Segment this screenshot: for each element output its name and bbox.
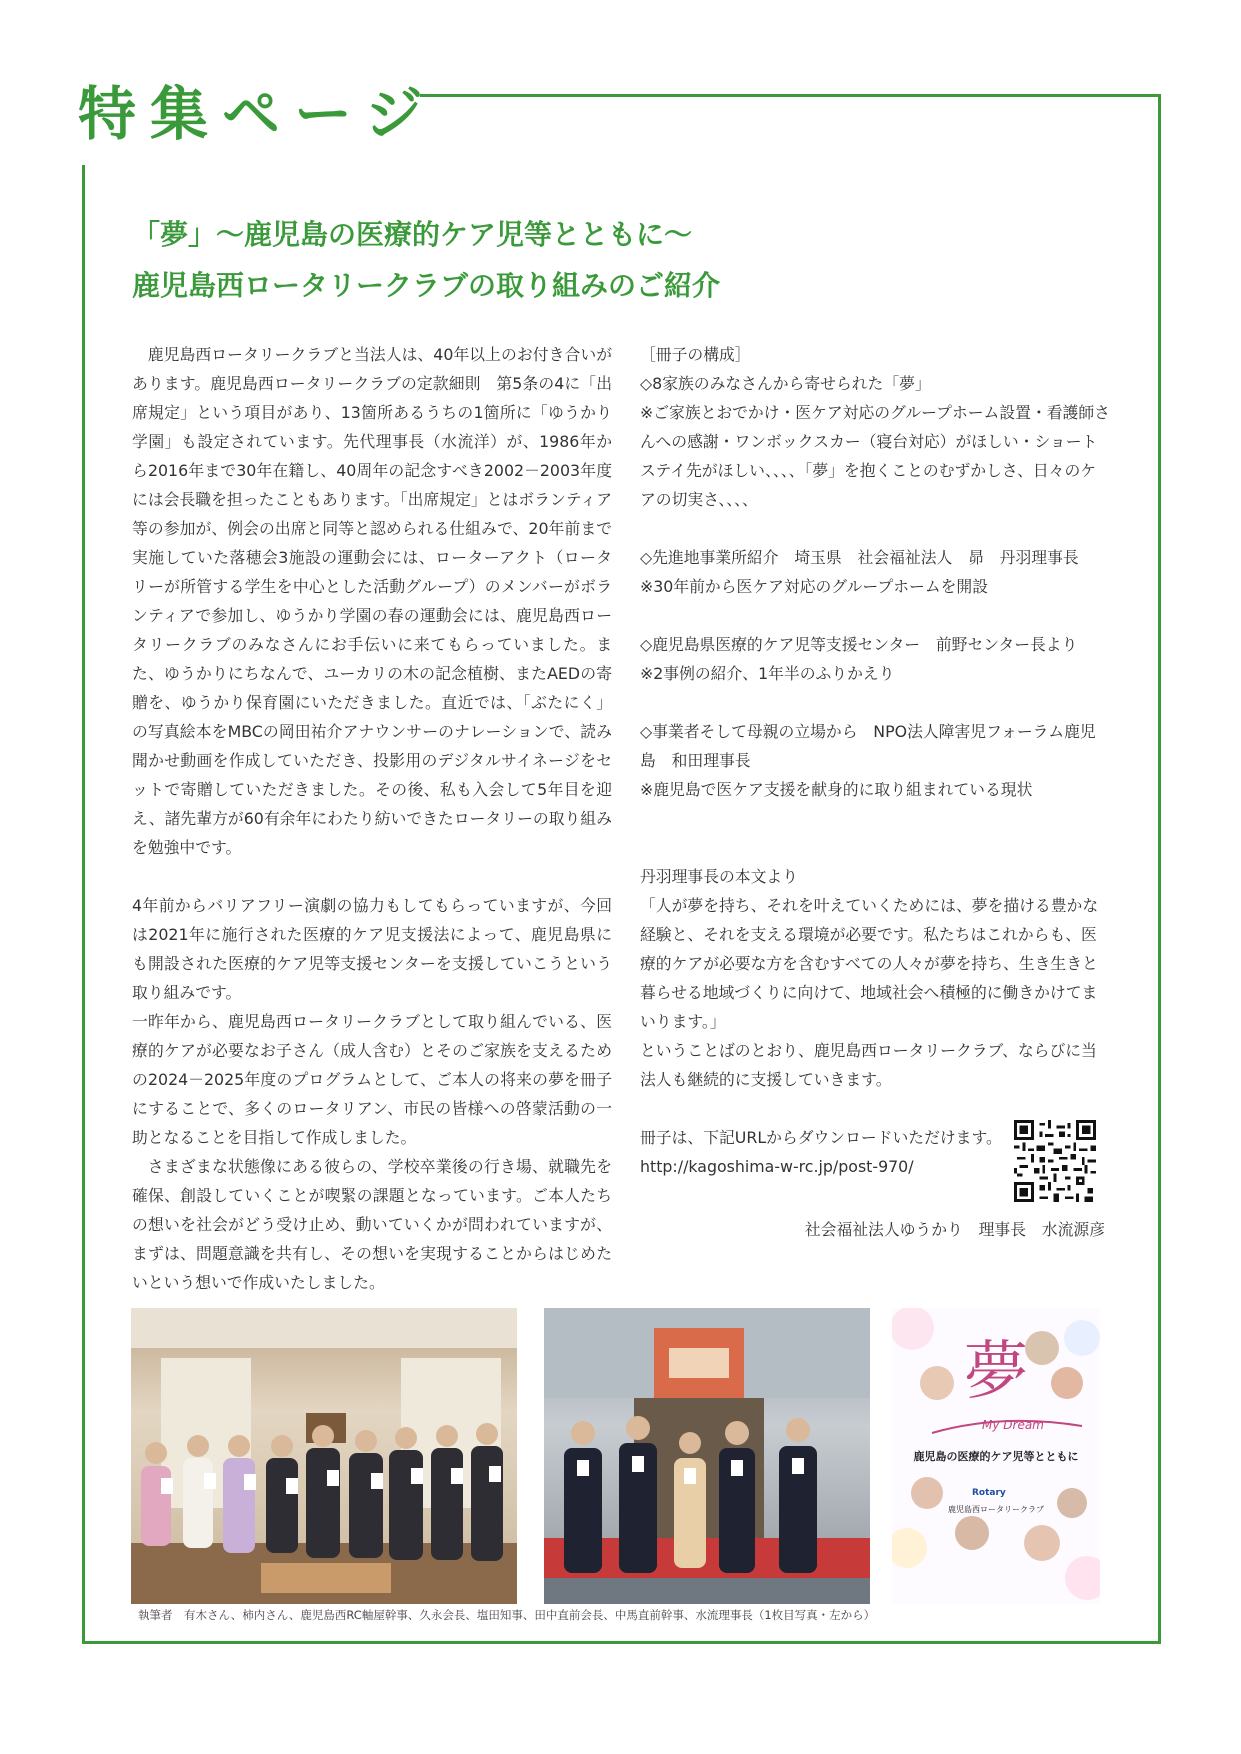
paragraph: 一昨年から、鹿児島西ロータリークラブとして取り組んでいる、医療的ケアが必要なお子さん（成人含む）とそのご家族を支えるための2024－2025年度のプログラムとして、ご本人の将来の夢を冊子にすることで、多くのロータリアン、市民の皆様への啓蒙活動の一助となることを目指して作成しました。 (132, 1012, 612, 1147)
structure-item-title: ◇事業者そして母親の立場から NPO法人障害児フォーラム鹿児島 和田理事長 (640, 722, 1096, 770)
qr-code-icon[interactable] (1014, 1120, 1096, 1202)
structure-item-note: ※2事例の紹介、1年半のふりかえり (640, 664, 895, 683)
download-text: 冊子は、下記URLからダウンロードいただけます。 (640, 1128, 1002, 1147)
article-heading-line2: 鹿児島西ロータリークラブの取り組みのご紹介 (132, 269, 721, 302)
frame-left-line (82, 165, 85, 1644)
booklet-cover-image (892, 1308, 1100, 1604)
structure-item-title: ◇鹿児島県医療的ケア児等支援センター 前野センター長より (640, 635, 1078, 654)
left-column (132, 340, 612, 1297)
quote-text: 「人が夢を持ち、それを叶えていくためには、夢を描ける豊かな経験と、それを支える環境が必要です。私たちはこれからも、医療的ケアが必要な方を含むすべての人々が夢を持ち、生き生きと暮らせる地域づくりに向けて、地域社会へ積極的に働きかけてまいります。」 (640, 896, 1099, 1031)
quote-intro: 丹羽理事長の本文より (640, 867, 798, 886)
signature: 社会福祉法人ゆうかり 理事長 水流源彦 (804, 1220, 1105, 1239)
booklet-club-name: 鹿児島西ロータリークラブ (948, 1505, 1044, 1514)
structure-item-note: ※30年前から医ケア対応のグループホームを開設 (640, 577, 989, 596)
article-heading-line1: 「夢」～鹿児島の医療的ケア児等とともに～ (132, 218, 693, 251)
group-photo-station (544, 1308, 870, 1604)
paragraph: さまざまな状態像にある彼らの、学校卒業後の行き場、就職先を確保、創設していくことが喫緊の課題となっています。ご本人たちの想いを社会がどう受け止め、動いていくかが問われていますが、まずは、問題意識を共有し、その想いを実現することからはじめたいという想いで作成いたしました。 (132, 1157, 612, 1292)
structure-item-title: ◇8家族のみなさんから寄せられた「夢」 (640, 374, 931, 393)
rotary-logo-text: Rotary (972, 1488, 1006, 1498)
booklet-title: 夢 (964, 1335, 1028, 1409)
structure-item-note: ※ご家族とおでかけ・医ケア対応のグループホーム設置・看護師さんへの感謝・ワンボックスカー（寝台対応）がほしい・ショートステイ先がほしい、、、、「夢」を抱くことのむずかしさ、日々のケアの切実さ、、、、 (640, 403, 1110, 509)
quote-after: ということばのとおり、鹿児島西ロータリークラブ、ならびに当法人も継続的に支援していきます。 (640, 1041, 1097, 1089)
paragraph: 4年前からバリアフリー演劇の協力もしてもらっていますが、今回は2021年に施行された医療的ケア児支援法によって、鹿児島県にも開設された医療的ケア児等支援センターを支援していこうという取り組みです。 (132, 896, 612, 1002)
booklet-subtitle-en: My Dream (982, 1418, 1044, 1432)
group-photo-office (131, 1308, 517, 1604)
frame-top-line (420, 94, 1160, 97)
structure-item-note: ※鹿児島で医ケア支援を献身的に取り組まれている現状 (640, 780, 1033, 799)
frame-bottom-line (82, 1641, 1161, 1644)
booklet-subtitle: 鹿児島の医療的ケア児等とともに (913, 1450, 1079, 1463)
frame-right-line (1158, 94, 1161, 1644)
page-title: 特集ページ (78, 80, 437, 148)
paragraph: 鹿児島西ロータリークラブと当法人は、40年以上のお付き合いがあります。鹿児島西ロータリークラブの定款細則 第5条の4に「出席規定」という項目があり、13箇所あるうちの1箇所に「ゆうかり学園」も設定されています。先代理事長（水流洋）が、1986年から2016年まで30年在籍し、40周年の記念すべき2002－2003年度には会長職を担ったこともあります。「出席規定」とはボランティア等の参加が、例会の出席と同等と認められる仕組みで、20年前まで実施していた落穂会3施設の運動会には、ローターアクト（ロータリーが所管する学生を中心とした活動グループ）のメンバーがボランティアで参加し、ゆうかり学園の春の運動会には、鹿児島西ロータリークラブのみなさんにお手伝いに来てもらっていました。また、ゆうかりにちなんで、ユーカリの木の記念植樹、またAEDの寄贈を、ゆうかり保育園にいただきました。直近では、「ぶたにく」の写真絵本をMBCの岡田祐介アナウンサーのナレーションで、読み聞かせ動画を作成していただき、投影用のデジタルサイネージをセットで寄贈していただきました。その後、私も入会して5年目を迎え、諸先輩方が60有余年にわたり紡いできたロータリーの取り組みを勉強中です。 (132, 345, 612, 857)
download-url[interactable]: http://kagoshima-w-rc.jp/post-970/ (640, 1157, 914, 1176)
structure-item-title: ◇先進地事業所紹介 埼玉県 社会福祉法人 昴 丹羽理事長 (640, 548, 1079, 567)
photo-caption: 執筆者 有木さん、柿内さん、鹿児島西RC軸屋幹事、久永会長、塩田知事、田中直前会長、中馬直前幹事、水流理事長（1枚目写真・左から） (138, 1608, 876, 1622)
right-column (640, 340, 1110, 1181)
structure-title: ［冊子の構成］ (640, 345, 751, 364)
